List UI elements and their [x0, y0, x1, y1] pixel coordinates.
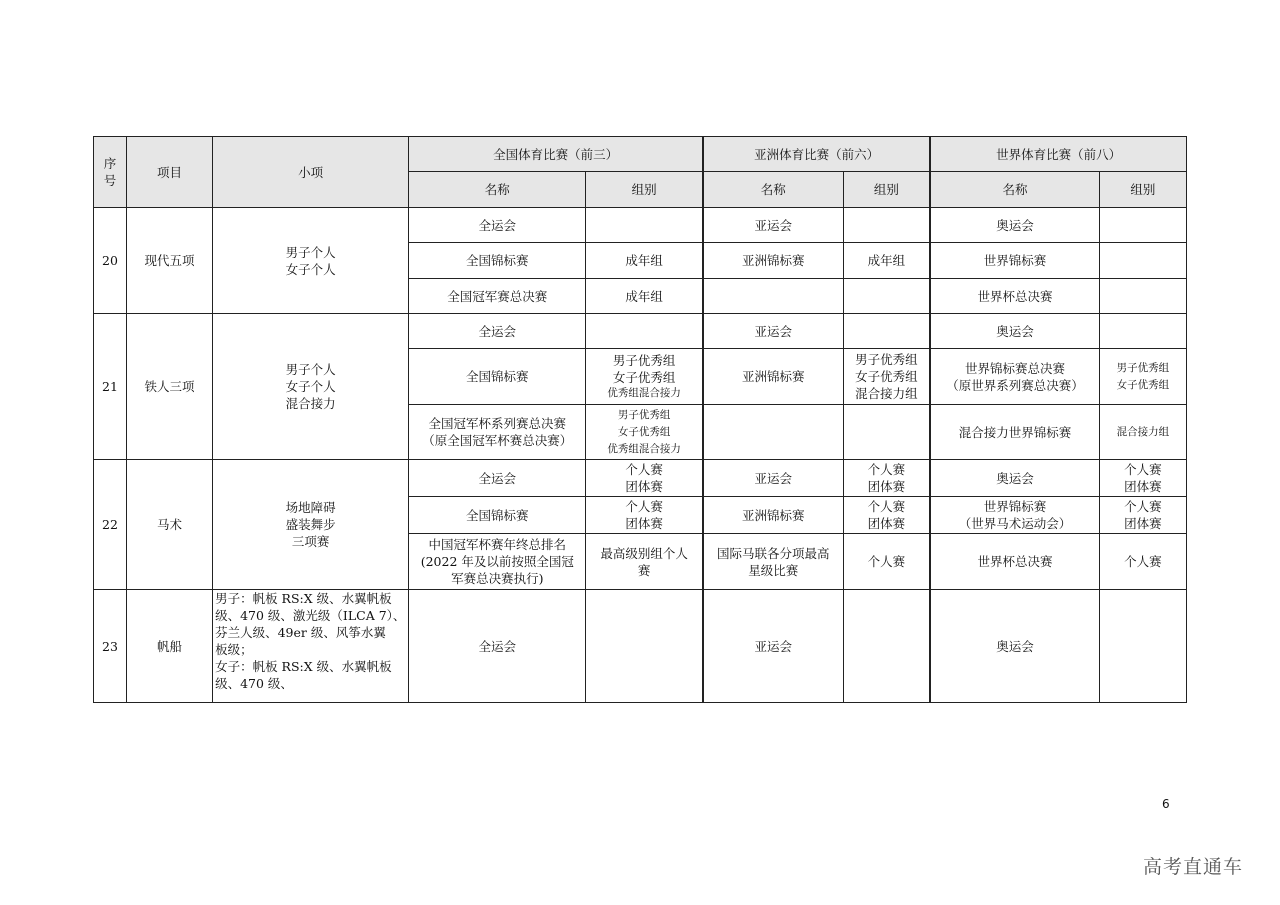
asia-name: 亚洲锦标赛 [703, 243, 843, 279]
national-name: 全运会 [409, 208, 586, 243]
page-number: 6 [1162, 797, 1170, 811]
header-asia-group: 组别 [843, 172, 930, 208]
sub-cell: 男子个人 女子个人 [213, 208, 409, 314]
asia-name: 国际马联各分项最高 星级比赛 [703, 534, 843, 590]
national-name: 全运会 [409, 460, 586, 497]
world-name: 奥运会 [930, 590, 1099, 703]
asia-group [843, 590, 930, 703]
asia-name: 亚运会 [703, 590, 843, 703]
asia-group [843, 314, 930, 349]
table-row [94, 590, 1187, 703]
header-project: 项目 [127, 137, 213, 208]
national-name: 全运会 [409, 314, 586, 349]
asia-name: 亚洲锦标赛 [703, 349, 843, 405]
header-world-group: 组别 [1099, 172, 1186, 208]
national-group: 个人赛 团体赛 [586, 497, 703, 534]
national-name: 全国冠军杯系列赛总决赛 （原全国冠军杯赛总决赛） [409, 405, 586, 460]
asia-group [843, 405, 930, 460]
world-name: 世界锦标赛 [930, 243, 1099, 279]
world-group: 个人赛 团体赛 [1099, 497, 1186, 534]
world-name: 世界杯总决赛 [930, 534, 1099, 590]
world-group: 个人赛 团体赛 [1099, 460, 1186, 497]
sub-cell: 男子：帆板 RS:X 级、水翼帆板 级、470 级、激光级（ILCA 7）、 芬兰人级、49er 级、风筝水翼 板级； 女子：帆板 RS:X 级、水翼帆板 级、470 级、 [213, 590, 409, 703]
national-group: 成年组 [586, 279, 703, 314]
asia-group [843, 279, 930, 314]
table-row [94, 460, 1187, 497]
national-name: 全国冠军赛总决赛 [409, 279, 586, 314]
world-group [1099, 314, 1186, 349]
asia-name: 亚运会 [703, 208, 843, 243]
seq-cell: 20 [94, 208, 127, 314]
national-name: 全国锦标赛 [409, 243, 586, 279]
national-name: 中国冠军杯赛年终总排名 (2022 年及以前按照全国冠 军赛总决赛执行) [409, 534, 586, 590]
asia-name [703, 279, 843, 314]
world-group: 混合接力组 [1099, 405, 1186, 460]
national-group: 成年组 [586, 243, 703, 279]
world-group [1099, 208, 1186, 243]
header-asia-name: 名称 [703, 172, 843, 208]
asia-group [843, 208, 930, 243]
header-sub: 小项 [213, 137, 409, 208]
sub-cell: 场地障碍 盛装舞步 三项赛 [213, 460, 409, 590]
seq-cell: 21 [94, 314, 127, 460]
asia-group: 男子优秀组 女子优秀组 混合接力组 [843, 349, 930, 405]
world-name: 世界锦标赛 （世界马术运动会） [930, 497, 1099, 534]
national-name: 全国锦标赛 [409, 349, 586, 405]
world-name: 奥运会 [930, 460, 1099, 497]
world-name: 奥运会 [930, 314, 1099, 349]
table-row [94, 314, 1187, 349]
asia-name: 亚运会 [703, 314, 843, 349]
header-national-name: 名称 [409, 172, 586, 208]
world-group: 个人赛 [1099, 534, 1186, 590]
header-world: 世界体育比赛（前八） [930, 137, 1186, 172]
project-cell: 帆船 [127, 590, 213, 703]
asia-name: 亚运会 [703, 460, 843, 497]
project-cell: 马术 [127, 460, 213, 590]
header-asia: 亚洲体育比赛（前六） [703, 137, 930, 172]
national-group [586, 314, 703, 349]
header-national: 全国体育比赛（前三） [409, 137, 703, 172]
seq-cell: 22 [94, 460, 127, 590]
asia-name: 亚洲锦标赛 [703, 497, 843, 534]
asia-group: 个人赛 [843, 534, 930, 590]
world-name: 奥运会 [930, 208, 1099, 243]
asia-group: 个人赛 团体赛 [843, 460, 930, 497]
national-name: 全运会 [409, 590, 586, 703]
world-group [1099, 590, 1186, 703]
world-group [1099, 279, 1186, 314]
header-national-group: 组别 [586, 172, 703, 208]
national-name: 全国锦标赛 [409, 497, 586, 534]
national-group [586, 208, 703, 243]
asia-group: 个人赛 团体赛 [843, 497, 930, 534]
header-seq: 序号 [94, 137, 127, 208]
national-group: 最高级别组个人 赛 [586, 534, 703, 590]
watermark-text: 高考直通车 [1143, 856, 1244, 878]
header-world-name: 名称 [930, 172, 1099, 208]
national-group: 个人赛 团体赛 [586, 460, 703, 497]
world-name: 世界锦标赛总决赛 （原世界系列赛总决赛） [930, 349, 1099, 405]
world-name: 混合接力世界锦标赛 [930, 405, 1099, 460]
table-row [94, 208, 1187, 243]
national-group [586, 590, 703, 703]
world-name: 世界杯总决赛 [930, 279, 1099, 314]
asia-group: 成年组 [843, 243, 930, 279]
national-group: 男子优秀组 女子优秀组 优秀组混合接力 [586, 349, 703, 405]
project-cell: 现代五项 [127, 208, 213, 314]
project-cell: 铁人三项 [127, 314, 213, 460]
sub-cell: 男子个人 女子个人 混合接力 [213, 314, 409, 460]
national-group: 男子优秀组 女子优秀组 优秀组混合接力 [586, 405, 703, 460]
world-group: 男子优秀组 女子优秀组 [1099, 349, 1186, 405]
seq-cell: 23 [94, 590, 127, 703]
world-group [1099, 243, 1186, 279]
asia-name [703, 405, 843, 460]
sports-events-table [93, 136, 1187, 703]
